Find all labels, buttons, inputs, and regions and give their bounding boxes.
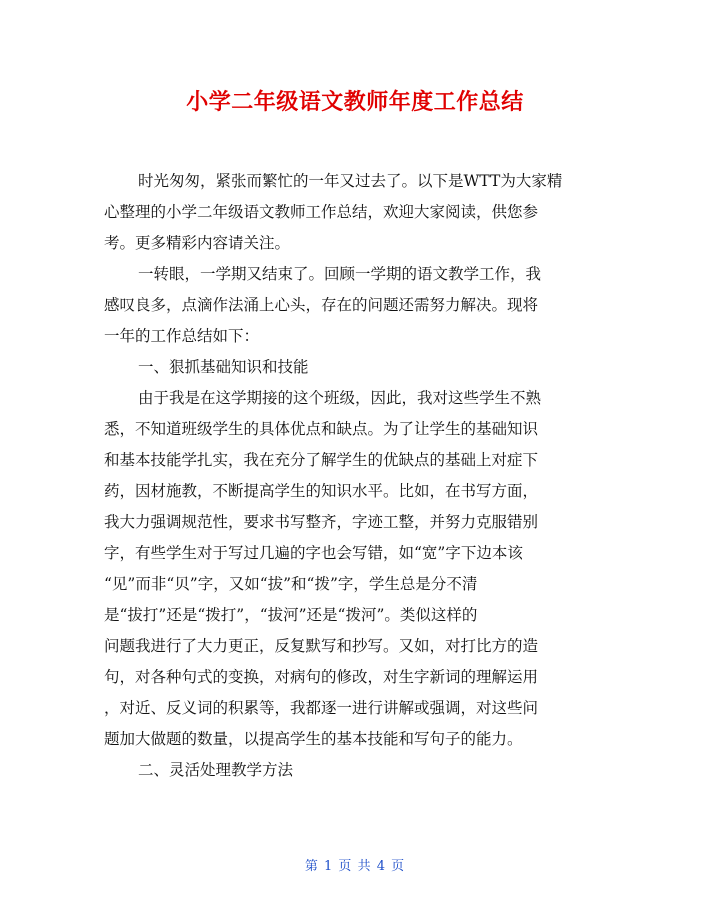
body-line: 考。更多精彩内容请关注。 [104, 234, 291, 252]
body-line: 我大力强调规范性，要求书写整齐，字迹工整，并努力克服错别 [104, 513, 539, 531]
footer-total-pages: 4 [376, 859, 386, 874]
body-line: 感叹良多，点滴作法涌上心头，存在的问题还需努力解决。现将 [104, 296, 539, 314]
body-line: 心整理的小学二年级语文教师工作总结，欢迎大家阅读，供您参 [104, 203, 539, 221]
body-line: “见”而非“贝”字，又如“拔”和“拨”字，学生总是分不清 [104, 575, 478, 593]
body-line: 悉，不知道班级学生的具体优点和缺点。为了让学生的基础知识 [104, 420, 539, 438]
footer-prefix: 第 [304, 859, 319, 874]
section-heading: 一、狠抓基础知识和技能 [138, 358, 309, 376]
document-title: 小学二年级语文教师年度工作总结 [186, 90, 524, 115]
body-line: 是“拔打”还是“拨打”，“拔河”还是“拨河”。类似这样的 [104, 606, 478, 624]
footer-suffix: 页 [391, 859, 406, 874]
document-body [104, 166, 608, 786]
page-footer [0, 858, 710, 876]
body-line: 由于我是在这学期接的这个班级，因此，我对这些学生不熟 [138, 389, 542, 407]
body-line: 句，对各种句式的变换，对病句的修改，对生字新词的理解运用 [104, 668, 539, 686]
footer-current-page: 1 [323, 859, 334, 874]
body-line: 药，因材施教，不断提高学生的知识水平。比如，在书写方面， [104, 482, 539, 500]
footer-page-unit: 页 [338, 859, 353, 874]
footer-total-word: 共 [357, 859, 372, 874]
section-heading: 二、灵活处理教学方法 [138, 761, 294, 779]
body-line: 问题我进行了大力更正，反复默写和抄写。又如，对打比方的造 [104, 637, 539, 655]
body-line: 字，有些学生对于写过几遍的字也会写错，如“宽”字下边本该 [104, 544, 523, 562]
body-line: 和基本技能学扎实，我在充分了解学生的优缺点的基础上对症下 [104, 451, 539, 469]
body-line: ，对近、反义词的积累等，我都逐一进行讲解或强调，对这些问 [104, 699, 539, 717]
body-line: 一年的工作总结如下： [104, 327, 260, 345]
body-line: 时光匆匆，紧张而繁忙的一年又过去了。以下是WTT为大家精 [138, 172, 563, 190]
body-line: 题加大做题的数量，以提高学生的基本技能和写句子的能力。 [104, 730, 523, 748]
body-line: 一转眼，一学期又结束了。回顾一学期的语文教学工作，我 [138, 265, 542, 283]
